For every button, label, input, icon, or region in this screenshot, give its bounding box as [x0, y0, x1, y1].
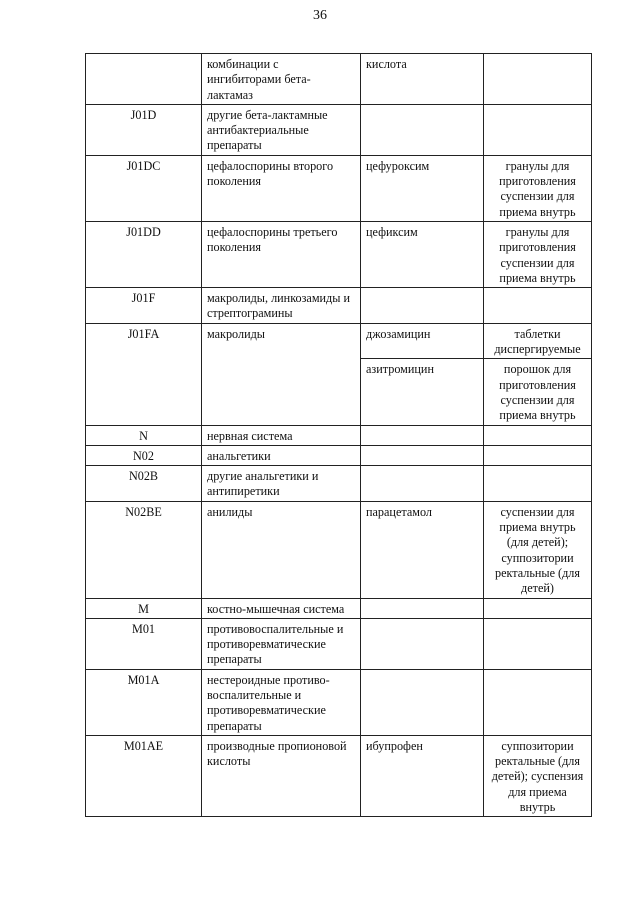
dosage-form-cell	[484, 618, 592, 669]
dosage-form-cell: суспензии для приема внутрь (для детей); суппозитории ректальные (для детей)	[484, 501, 592, 598]
group-name-cell: нервная система	[202, 425, 361, 445]
group-name-cell: нестероидные противо-воспалительные и противоревматические препараты	[202, 669, 361, 735]
drug-name-cell: кислота	[361, 54, 484, 105]
atc-code-cell: N	[86, 425, 202, 445]
dosage-form-cell: гранулы для приготовления суспензии для приема внутрь	[484, 221, 592, 287]
drug-name-cell	[361, 104, 484, 155]
dosage-form-cell	[484, 669, 592, 735]
dosage-form-cell: порошок для приготовления суспензии для приема внутрь	[484, 359, 592, 425]
drug-name-cell	[361, 445, 484, 465]
drug-name-cell	[361, 618, 484, 669]
group-name-cell: анилиды	[202, 501, 361, 598]
drug-name-cell: джозамицин	[361, 323, 484, 359]
table-row	[86, 466, 592, 502]
drug-name-cell: цефуроксим	[361, 155, 484, 221]
drug-name-cell	[361, 466, 484, 502]
group-name-cell: анальгетики	[202, 445, 361, 465]
group-name-cell: другие анальгетики и антипиретики	[202, 466, 361, 502]
atc-code-cell: J01DD	[86, 221, 202, 287]
table-row	[86, 618, 592, 669]
table-row	[86, 501, 592, 598]
group-name-cell: костно-мышечная система	[202, 598, 361, 618]
atc-code-cell: M01AE	[86, 735, 202, 816]
atc-code-cell: N02	[86, 445, 202, 465]
atc-code-cell: J01FA	[86, 323, 202, 425]
group-name-cell: другие бета-лактамные антибактериальные препараты	[202, 104, 361, 155]
group-name-cell: комбинации с ингибиторами бета-лактамаз	[202, 54, 361, 105]
table-row	[86, 425, 592, 445]
table-row	[86, 735, 592, 816]
atc-code-cell: J01F	[86, 288, 202, 324]
drug-name-cell	[361, 669, 484, 735]
atc-code-cell: N02BE	[86, 501, 202, 598]
dosage-form-cell	[484, 288, 592, 324]
dosage-form-cell	[484, 445, 592, 465]
table-row	[86, 323, 592, 359]
table-row	[86, 288, 592, 324]
dosage-form-cell	[484, 466, 592, 502]
table-row	[86, 445, 592, 465]
table-row	[86, 669, 592, 735]
drug-classification-table	[85, 53, 592, 817]
atc-code-cell: J01D	[86, 104, 202, 155]
atc-code-cell: M01A	[86, 669, 202, 735]
dosage-form-cell: гранулы для приготовления суспензии для приема внутрь	[484, 155, 592, 221]
table-row	[86, 104, 592, 155]
dosage-form-cell: суппозитории ректальные (для детей); суспензия для приема внутрь	[484, 735, 592, 816]
table-row	[86, 221, 592, 287]
atc-code-cell: N02B	[86, 466, 202, 502]
drug-name-cell	[361, 425, 484, 445]
table-row	[86, 54, 592, 105]
group-name-cell: макролиды, линкозамиды и стрептограмины	[202, 288, 361, 324]
group-name-cell: макролиды	[202, 323, 361, 425]
drug-name-cell: ибупрофен	[361, 735, 484, 816]
atc-code-cell	[86, 54, 202, 105]
drug-name-cell	[361, 598, 484, 618]
table-row	[86, 598, 592, 618]
drug-name-cell: парацетамол	[361, 501, 484, 598]
dosage-form-cell	[484, 104, 592, 155]
drug-name-cell: азитромицин	[361, 359, 484, 425]
atc-code-cell: J01DC	[86, 155, 202, 221]
dosage-form-cell	[484, 598, 592, 618]
drug-name-cell	[361, 288, 484, 324]
dosage-form-cell	[484, 54, 592, 105]
dosage-form-cell	[484, 425, 592, 445]
group-name-cell: противовоспалительные и противоревматические препараты	[202, 618, 361, 669]
drug-name-cell: цефиксим	[361, 221, 484, 287]
dosage-form-cell: таблетки диспергируемые	[484, 323, 592, 359]
group-name-cell: производные пропионовой кислоты	[202, 735, 361, 816]
atc-code-cell: M01	[86, 618, 202, 669]
group-name-cell: цефалоспорины третьего поколения	[202, 221, 361, 287]
atc-code-cell: M	[86, 598, 202, 618]
group-name-cell: цефалоспорины второго поколения	[202, 155, 361, 221]
page-number: 36	[313, 8, 327, 23]
table-row	[86, 155, 592, 221]
